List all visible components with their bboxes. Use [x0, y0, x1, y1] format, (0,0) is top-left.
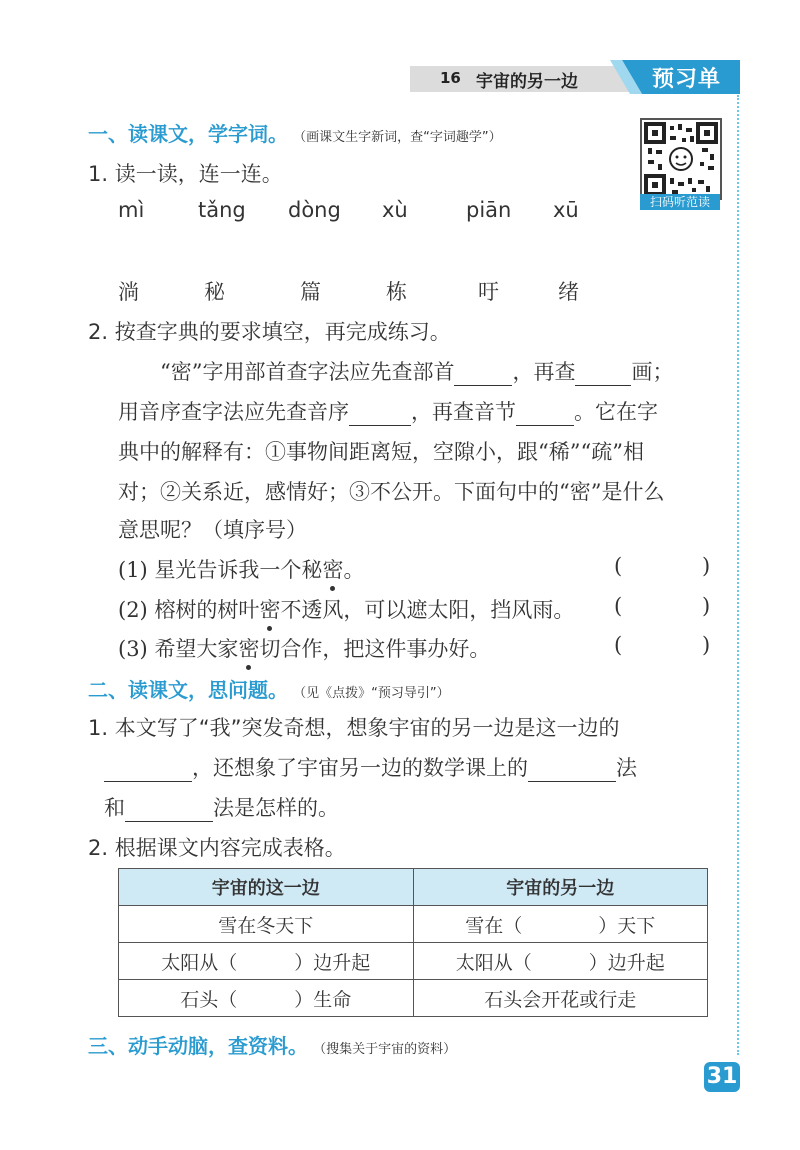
table-row	[119, 906, 708, 943]
page-edge-divider	[737, 95, 739, 1055]
q2-line4: 对；②关系近，感情好；③不公开。下面句中的“密”是什么	[118, 480, 665, 504]
pinyin-5: piān	[466, 198, 512, 222]
sentence-2: (2) 榕树的树叶密不透风，可以遮太阳，挡风雨。	[118, 598, 575, 622]
table-cell-fillable[interactable]: 太阳从（ ）边升起	[413, 943, 708, 980]
section1-note: （画课文生字新词，查“字词趣学”）	[293, 130, 502, 145]
table-cell-fillable[interactable]: 石头（ ）生命	[119, 980, 414, 1017]
table-cell-fillable[interactable]: 雪在（ ）天下	[413, 906, 708, 943]
section2-heading	[88, 674, 450, 703]
table-header-this-side: 宇宙的这一边	[119, 869, 414, 906]
page-number: 31	[704, 1062, 740, 1092]
section1-q1-label: 1. 读一读，连一连。	[88, 162, 283, 186]
lesson-title: 宇宙的另一边	[476, 72, 578, 92]
stroke-count-blank[interactable]	[575, 363, 631, 386]
q2-line3: 典中的解释有：①事物间距离短，空隙小，跟“稀”“疏”相	[118, 440, 644, 464]
q2-line2: 用音序查字法应先查音序 ，再查音节 。它在字	[118, 400, 658, 424]
sentence-1: (1) 星光告诉我一个秘密。	[118, 558, 365, 582]
table-header-row	[119, 869, 708, 906]
section1-q2-label: 2. 按查字典的要求填空，再完成练习。	[88, 320, 451, 344]
section2-note: （见《点拨》“预习导引”）	[293, 686, 450, 701]
qr-code-icon[interactable]	[640, 118, 722, 200]
hanzi-3: 篇	[300, 280, 321, 304]
pinyin-4: xù	[382, 198, 408, 222]
table-row	[119, 980, 708, 1017]
hanzi-5: 吁	[478, 280, 499, 304]
section3-heading	[88, 1030, 456, 1059]
answer-paren-2-close: )	[702, 594, 711, 618]
qr-code-label: 扫码听范读	[640, 194, 720, 210]
section2-title: 二、读课文，思问题。	[88, 678, 288, 702]
table-header-other-side: 宇宙的另一边	[413, 869, 708, 906]
pinyin-1: mì	[118, 198, 145, 222]
section2-q2-label: 2. 根据课文内容完成表格。	[88, 836, 346, 860]
q2-line5: 意思呢？（填序号）	[118, 518, 307, 542]
section2-q1-line1: 1. 本文写了“我”突发奇想，想象宇宙的另一边是这一边的	[88, 716, 620, 740]
syllable-blank[interactable]	[516, 403, 574, 426]
math-method-blank-2[interactable]	[125, 799, 213, 822]
section3-note: （搜集关于宇宙的资料）	[313, 1042, 457, 1057]
answer-paren-3-close: )	[702, 633, 711, 657]
section1-title: 一、读课文，学字词。	[88, 122, 288, 146]
comparison-table	[118, 868, 708, 1017]
comparison-blank[interactable]	[104, 759, 192, 782]
section3-title: 三、动手动脑，查资料。	[88, 1034, 308, 1058]
initial-letter-blank[interactable]	[349, 403, 411, 426]
hanzi-1: 淌	[118, 280, 139, 304]
radical-blank[interactable]	[454, 363, 512, 386]
sentence-3: (3) 希望大家密切合作，把这件事办好。	[118, 637, 491, 661]
math-method-blank-1[interactable]	[528, 759, 616, 782]
table-cell: 石头会开花或行走	[413, 980, 708, 1017]
q2-line1: “密”字用部首查字法应先查部首 ，再查 画；	[160, 360, 674, 384]
hanzi-4: 栋	[386, 280, 407, 304]
hanzi-2: 秘	[204, 280, 225, 304]
answer-paren-1-close: )	[702, 554, 711, 578]
answer-paren-1-open[interactable]: (	[614, 554, 623, 578]
answer-paren-3-open[interactable]: (	[614, 633, 623, 657]
preview-sheet-tag: 预习单	[652, 67, 722, 92]
lesson-number: 16	[440, 69, 461, 87]
section2-q1-line3: 和 法是怎样的。	[104, 796, 339, 820]
table-cell-fillable[interactable]: 太阳从（ ）边升起	[119, 943, 414, 980]
section2-q1-line2: ，还想象了宇宙另一边的数学课上的 法	[104, 752, 637, 782]
table-cell: 雪在冬天下	[119, 906, 414, 943]
answer-paren-2-open[interactable]: (	[614, 594, 623, 618]
table-row	[119, 943, 708, 980]
section1-heading	[88, 118, 502, 147]
pinyin-6: xū	[553, 198, 579, 222]
pinyin-2: tǎng	[198, 198, 246, 222]
pinyin-3: dòng	[288, 198, 341, 222]
hanzi-6: 绪	[558, 280, 579, 304]
